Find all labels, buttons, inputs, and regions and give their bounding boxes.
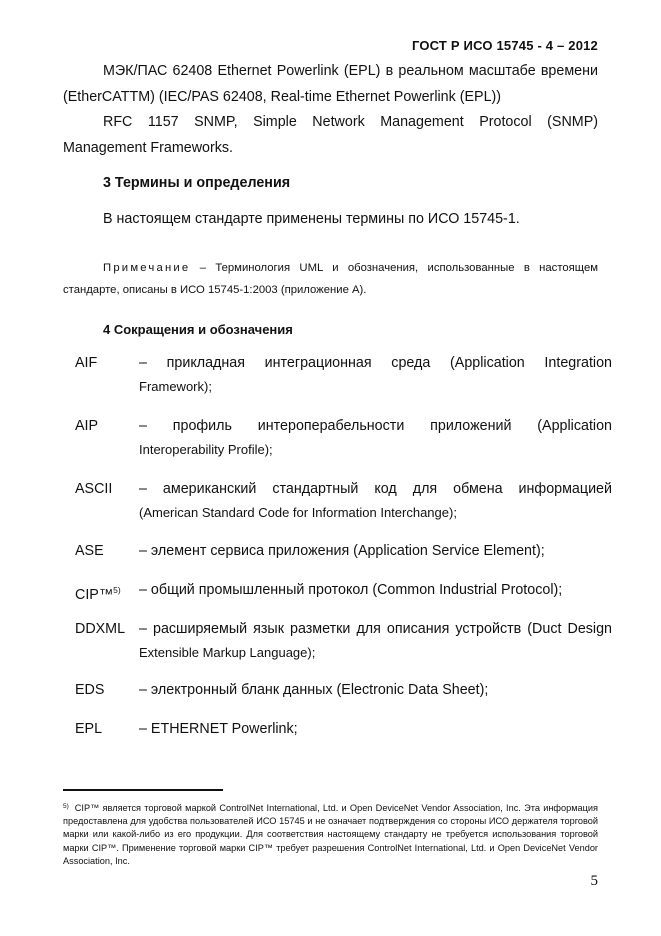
abbr-key	[75, 578, 121, 607]
abbr-definition	[139, 477, 612, 525]
note-text-1: – Терминология UML и обозначения, использованные в настоящем	[190, 262, 598, 274]
abbr-definition-line1: – элемент сервиса приложения (Application Service Element);	[139, 543, 545, 559]
abbr-definition	[139, 617, 612, 665]
abbr-definition-line1: – профиль интероперабельности приложений (Application	[139, 418, 612, 434]
abbr-definition	[139, 539, 612, 563]
abbr-definition	[139, 678, 612, 702]
abbr-row-ascii	[75, 477, 612, 529]
abbr-key: DDXML	[75, 621, 126, 637]
reference-epl	[63, 58, 598, 110]
abbr-definition	[139, 351, 612, 399]
abbr-row-aif	[75, 351, 612, 403]
abbr-definition	[139, 414, 612, 462]
section-3-heading: 3 Термины и определения	[103, 175, 291, 191]
abbr-key: AIF	[75, 355, 98, 371]
section-3-note	[63, 257, 598, 301]
reference-snmp	[63, 109, 598, 161]
footnote-text: CIP™ является торговой маркой ControlNet International, Ltd. и Open DeviceNet Vendor Association, Inc. Эта информация предоставлена для удобства пользователей ИСО 15745 и не означает подтверждения со стороны ИСО держателя торговой марки или какой-либо из его продукции. Для соответствия настоящему стандарту не требуется использования торговой марки CIP™. Применение торговой марки CIP™ требует разрешения ControlNet International, Ltd. и Open DeviceNet Vendor Association, Inc.	[63, 803, 598, 866]
abbr-definition-line1: – расширяемый язык разметки для описания устройств (Duct Design	[139, 621, 612, 637]
reference-epl-line2: (EtherCATТМ) (IEC/PAS 62408, Real-time Ethernet Powerlink (EPL))	[63, 89, 502, 105]
abbr-definition-line1: – американский стандартный код для обмена информацией	[139, 481, 612, 497]
reference-snmp-line2: Management Frameworks.	[63, 140, 234, 156]
footnote-mark: 5)	[63, 803, 69, 810]
abbr-key: ASE	[75, 543, 104, 559]
abbr-definition-line2: Interoperability Profile);	[139, 442, 273, 457]
abbr-definition-line1: – электронный бланк данных (Electronic Data Sheet);	[139, 682, 489, 698]
abbr-definition-line1: – ETHERNET Powerlink;	[139, 721, 298, 737]
abbr-row-epl	[75, 717, 612, 769]
abbr-definition	[139, 578, 612, 602]
abbr-key: EPL	[75, 721, 103, 737]
note-label: Примечание	[103, 262, 191, 274]
abbr-row-aip	[75, 414, 612, 466]
reference-epl-line1: МЭК/ПАС 62408 Ethernet Powerlink (EPL) в реальном масштабе времени	[103, 63, 598, 79]
abbr-key-text: CIP™	[75, 587, 114, 603]
abbr-definition-line2: (American Standard Code for Information Interchange);	[139, 505, 457, 520]
document-header: ГОСТ Р ИСО 15745 - 4 – 2012	[411, 38, 598, 53]
abbr-row-ddxml	[75, 617, 612, 669]
note-line1	[63, 257, 598, 279]
section-4-heading: 4 Сокращения и обозначения	[103, 322, 293, 337]
abbr-key: AIP	[75, 418, 99, 434]
footnote-ref: 5)	[113, 585, 121, 595]
abbr-key: EDS	[75, 682, 105, 698]
abbr-definition-line1: – общий промышленный протокол (Common Industrial Protocol);	[139, 582, 563, 598]
section-3-text: В настоящем стандарте применены термины по ИСО 15745-1.	[103, 211, 520, 227]
abbr-definition	[139, 717, 612, 741]
reference-snmp-line1: RFC 1157 SNMP, Simple Network Management Protocol (SNMP)	[103, 114, 598, 130]
footnote	[63, 800, 598, 868]
abbr-definition-line2: Framework);	[139, 379, 212, 394]
abbr-definition-line1: – прикладная интеграционная среда (Application Integration	[139, 355, 612, 371]
page-number: 5	[590, 873, 598, 889]
note-line2: стандарте, описаны в ИСО 15745-1:2003 (приложение А).	[63, 284, 367, 296]
abbr-definition-line2: Extensible Markup Language);	[139, 645, 316, 660]
abbr-key: ASCII	[75, 481, 113, 497]
footnote-separator	[63, 789, 223, 791]
